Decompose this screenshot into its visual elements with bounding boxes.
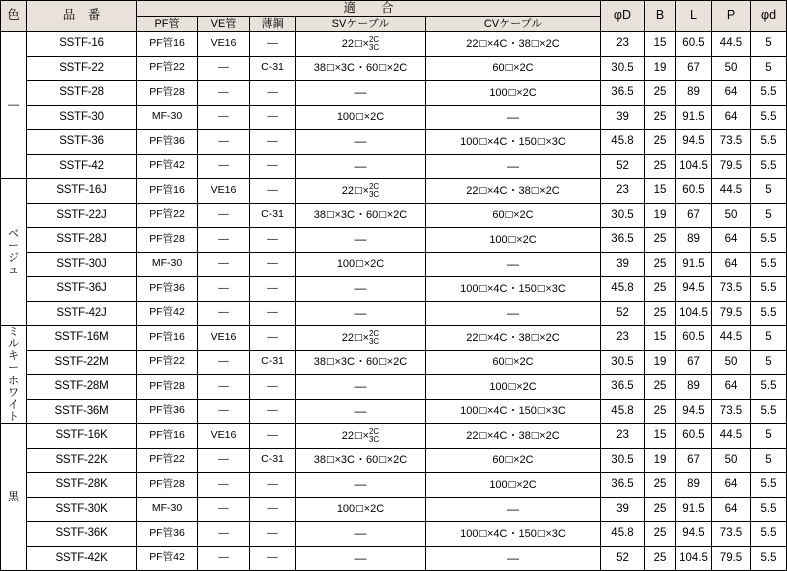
color-group-label: 黒: [1, 424, 27, 571]
model-number: SSTF-36K: [27, 522, 137, 547]
fit-thin: C-31: [250, 203, 296, 228]
table-row: [1, 448, 787, 473]
fit-pf: PF管42: [137, 546, 198, 571]
header-model: 品 番: [27, 1, 137, 32]
dim-l: 89: [676, 81, 712, 106]
dim-phi-d-small: 5.5: [751, 130, 787, 155]
table-row: [1, 56, 787, 81]
dim-p: 73.5: [712, 130, 751, 155]
fit-pf: PF管28: [137, 228, 198, 253]
dim-b: 15: [645, 326, 676, 351]
dim-p: 50: [712, 350, 751, 375]
dim-phi-d-small: 5: [751, 56, 787, 81]
dim-l: 104.5: [676, 546, 712, 571]
fit-ve: —: [198, 252, 250, 277]
fit-sv: —: [296, 130, 426, 155]
fit-ve: —: [198, 130, 250, 155]
dim-phi-d-small: 5.5: [751, 546, 787, 571]
dim-b: 25: [645, 473, 676, 498]
fit-cv: —: [426, 252, 601, 277]
dim-phi-d-small: 5: [751, 448, 787, 473]
table-row: [1, 546, 787, 571]
dim-b: 25: [645, 228, 676, 253]
dim-b: 25: [645, 130, 676, 155]
fit-thin: C-31: [250, 350, 296, 375]
dim-p: 79.5: [712, 546, 751, 571]
dim-p: 73.5: [712, 399, 751, 424]
dim-p: 64: [712, 497, 751, 522]
fit-pf: MF-30: [137, 497, 198, 522]
dim-phi-d-small: 5.5: [751, 522, 787, 547]
fit-ve: —: [198, 399, 250, 424]
fit-sv: —: [296, 228, 426, 253]
model-number: SSTF-28K: [27, 473, 137, 498]
dim-phi-d-small: 5.5: [751, 375, 787, 400]
dim-phi-d-small: 5: [751, 179, 787, 204]
fit-cv: 60□×2C: [426, 350, 601, 375]
dim-phi-d-small: 5: [751, 424, 787, 449]
color-group-label: ベ ー ジ ュ: [1, 179, 27, 326]
dim-p: 64: [712, 81, 751, 106]
fit-thin: —: [250, 81, 296, 106]
fit-sv: —: [296, 546, 426, 571]
dim-b: 25: [645, 154, 676, 179]
dim-l: 67: [676, 56, 712, 81]
fit-cv: 60□×2C: [426, 56, 601, 81]
fit-sv: —: [296, 277, 426, 302]
fit-cv: 100□×4C・150□×3C: [426, 130, 601, 155]
model-number: SSTF-28: [27, 81, 137, 106]
dim-l: 91.5: [676, 105, 712, 130]
dim-p: 44.5: [712, 179, 751, 204]
fit-sv: 38□×3C・60□×2C: [296, 448, 426, 473]
dim-p: 79.5: [712, 301, 751, 326]
dim-phi-d-small: 5: [751, 350, 787, 375]
model-number: SSTF-16: [27, 32, 137, 57]
fit-pf: PF管22: [137, 448, 198, 473]
fit-cv: 100□×2C: [426, 81, 601, 106]
fit-cv: 100□×4C・150□×3C: [426, 522, 601, 547]
dim-l: 104.5: [676, 301, 712, 326]
dim-phi-d-cap: 23: [601, 424, 645, 449]
dim-phi-d-small: 5.5: [751, 105, 787, 130]
dim-phi-d-cap: 23: [601, 179, 645, 204]
fit-thin: —: [250, 32, 296, 57]
dim-b: 19: [645, 56, 676, 81]
fit-cv: 22□×4C・38□×2C: [426, 326, 601, 351]
fit-ve: —: [198, 522, 250, 547]
fit-cv: 22□×4C・38□×2C: [426, 179, 601, 204]
dim-b: 25: [645, 497, 676, 522]
fit-thin: —: [250, 130, 296, 155]
dim-p: 64: [712, 105, 751, 130]
header-cv: CVケーブル: [426, 17, 601, 32]
table-row: [1, 424, 787, 449]
fit-ve: —: [198, 203, 250, 228]
fit-thin: C-31: [250, 56, 296, 81]
fit-ve: VE16: [198, 326, 250, 351]
model-number: SSTF-30: [27, 105, 137, 130]
dim-phi-d-cap: 36.5: [601, 81, 645, 106]
fit-cv: 60□×2C: [426, 203, 601, 228]
color-group-label: —: [1, 32, 27, 179]
dim-p: 64: [712, 228, 751, 253]
fit-sv: 100□×2C: [296, 497, 426, 522]
fit-cv: 100□×2C: [426, 375, 601, 400]
dim-p: 73.5: [712, 522, 751, 547]
fit-ve: VE16: [198, 32, 250, 57]
fit-cv: —: [426, 154, 601, 179]
fit-pf: PF管16: [137, 326, 198, 351]
dim-p: 64: [712, 375, 751, 400]
header-p: P: [712, 1, 751, 32]
fit-ve: —: [198, 473, 250, 498]
model-number: SSTF-22K: [27, 448, 137, 473]
model-number: SSTF-22M: [27, 350, 137, 375]
model-number: SSTF-28M: [27, 375, 137, 400]
model-number: SSTF-28J: [27, 228, 137, 253]
fit-cv: 22□×4C・38□×2C: [426, 32, 601, 57]
model-number: SSTF-30K: [27, 497, 137, 522]
table-row: [1, 522, 787, 547]
dim-l: 60.5: [676, 326, 712, 351]
fit-sv: 22□× 2C 3C: [296, 326, 426, 351]
dim-phi-d-small: 5.5: [751, 277, 787, 302]
dim-b: 15: [645, 179, 676, 204]
fit-thin: —: [250, 522, 296, 547]
table-row: [1, 154, 787, 179]
dim-b: 19: [645, 203, 676, 228]
fit-ve: —: [198, 448, 250, 473]
dim-phi-d-cap: 23: [601, 32, 645, 57]
fit-sv: 38□×3C・60□×2C: [296, 350, 426, 375]
fit-sv: 38□×3C・60□×2C: [296, 203, 426, 228]
fit-sv: —: [296, 522, 426, 547]
table-row: [1, 497, 787, 522]
dim-phi-d-small: 5: [751, 326, 787, 351]
fit-thin: —: [250, 228, 296, 253]
fit-pf: PF管22: [137, 56, 198, 81]
dim-phi-d-small: 5: [751, 203, 787, 228]
dim-b: 25: [645, 252, 676, 277]
dim-p: 44.5: [712, 32, 751, 57]
dim-phi-d-cap: 45.8: [601, 522, 645, 547]
table-row: [1, 277, 787, 302]
header-sv: SVケーブル: [296, 17, 426, 32]
dim-l: 94.5: [676, 130, 712, 155]
fit-thin: —: [250, 179, 296, 204]
fit-thin: —: [250, 105, 296, 130]
header-color: 色: [1, 1, 27, 32]
fit-pf: MF-30: [137, 252, 198, 277]
dim-b: 25: [645, 375, 676, 400]
model-number: SSTF-36: [27, 130, 137, 155]
dim-phi-d-small: 5.5: [751, 154, 787, 179]
fit-sv: —: [296, 301, 426, 326]
model-number: SSTF-36J: [27, 277, 137, 302]
dim-l: 89: [676, 473, 712, 498]
table-row: [1, 399, 787, 424]
fit-ve: —: [198, 228, 250, 253]
dim-p: 50: [712, 203, 751, 228]
fit-thin: —: [250, 375, 296, 400]
dim-p: 64: [712, 252, 751, 277]
dim-p: 73.5: [712, 277, 751, 302]
dim-l: 89: [676, 228, 712, 253]
dim-phi-d-cap: 52: [601, 301, 645, 326]
fit-sv: —: [296, 375, 426, 400]
dim-phi-d-cap: 52: [601, 546, 645, 571]
table-body: [1, 32, 787, 571]
color-group-label: ミ ル キ ー ホ ワ イ ト: [1, 326, 27, 424]
fit-ve: —: [198, 375, 250, 400]
table-row: [1, 375, 787, 400]
dim-phi-d-cap: 36.5: [601, 228, 645, 253]
dim-b: 25: [645, 546, 676, 571]
fit-pf: PF管28: [137, 375, 198, 400]
dim-l: 67: [676, 203, 712, 228]
dim-phi-d-small: 5.5: [751, 399, 787, 424]
dim-b: 25: [645, 522, 676, 547]
dim-l: 94.5: [676, 277, 712, 302]
header-b: B: [645, 1, 676, 32]
fit-ve: —: [198, 56, 250, 81]
dim-b: 19: [645, 448, 676, 473]
fit-pf: PF管28: [137, 81, 198, 106]
fit-thin: —: [250, 326, 296, 351]
dim-p: 79.5: [712, 154, 751, 179]
fit-thin: —: [250, 301, 296, 326]
fit-thin: —: [250, 154, 296, 179]
dim-phi-d-cap: 30.5: [601, 448, 645, 473]
dim-b: 25: [645, 277, 676, 302]
fit-ve: —: [198, 154, 250, 179]
fit-sv: 100□×2C: [296, 105, 426, 130]
table-row: [1, 203, 787, 228]
fit-thin: C-31: [250, 448, 296, 473]
dim-phi-d-cap: 39: [601, 497, 645, 522]
dim-b: 25: [645, 105, 676, 130]
dim-phi-d-small: 5: [751, 32, 787, 57]
table-row: [1, 179, 787, 204]
fit-cv: 60□×2C: [426, 448, 601, 473]
table-row: [1, 473, 787, 498]
fit-pf: PF管36: [137, 399, 198, 424]
fit-pf: PF管16: [137, 32, 198, 57]
dim-p: 44.5: [712, 326, 751, 351]
dim-p: 44.5: [712, 424, 751, 449]
header-phi-d-cap: φD: [601, 1, 645, 32]
dim-phi-d-cap: 39: [601, 105, 645, 130]
fit-pf: PF管36: [137, 277, 198, 302]
dim-l: 91.5: [676, 252, 712, 277]
dim-l: 89: [676, 375, 712, 400]
dim-l: 60.5: [676, 32, 712, 57]
fit-sv: —: [296, 154, 426, 179]
fit-thin: —: [250, 277, 296, 302]
dim-b: 25: [645, 399, 676, 424]
model-number: SSTF-42J: [27, 301, 137, 326]
fit-pf: PF管22: [137, 350, 198, 375]
dim-b: 15: [645, 424, 676, 449]
table-row: [1, 130, 787, 155]
fit-ve: —: [198, 546, 250, 571]
fit-sv: —: [296, 81, 426, 106]
dim-l: 94.5: [676, 522, 712, 547]
dim-l: 91.5: [676, 497, 712, 522]
fit-sv: 22□× 2C 3C: [296, 32, 426, 57]
table-row: [1, 326, 787, 351]
fit-pf: PF管22: [137, 203, 198, 228]
header-phi-d-small: φd: [751, 1, 787, 32]
dim-phi-d-small: 5.5: [751, 473, 787, 498]
table-row: [1, 81, 787, 106]
fit-sv: 22□× 2C 3C: [296, 424, 426, 449]
fit-cv: 100□×4C・150□×3C: [426, 277, 601, 302]
model-number: SSTF-30J: [27, 252, 137, 277]
fit-thin: —: [250, 473, 296, 498]
dim-phi-d-small: 5.5: [751, 252, 787, 277]
dim-l: 104.5: [676, 154, 712, 179]
dim-phi-d-cap: 45.8: [601, 277, 645, 302]
model-number: SSTF-42: [27, 154, 137, 179]
table-row: [1, 32, 787, 57]
fit-pf: MF-30: [137, 105, 198, 130]
fit-cv: 100□×4C・150□×3C: [426, 399, 601, 424]
fit-sv: 38□×3C・60□×2C: [296, 56, 426, 81]
fit-ve: VE16: [198, 179, 250, 204]
table-header: [1, 1, 787, 32]
dim-phi-d-cap: 45.8: [601, 130, 645, 155]
dim-b: 25: [645, 301, 676, 326]
dim-phi-d-cap: 36.5: [601, 473, 645, 498]
fit-ve: —: [198, 350, 250, 375]
dim-phi-d-small: 5.5: [751, 81, 787, 106]
fit-cv: —: [426, 546, 601, 571]
fit-cv: 100□×2C: [426, 473, 601, 498]
dim-phi-d-cap: 45.8: [601, 399, 645, 424]
fit-thin: —: [250, 424, 296, 449]
fit-ve: —: [198, 81, 250, 106]
dim-b: 19: [645, 350, 676, 375]
dim-l: 60.5: [676, 424, 712, 449]
fit-cv: —: [426, 497, 601, 522]
dim-p: 64: [712, 473, 751, 498]
dim-phi-d-cap: 36.5: [601, 375, 645, 400]
fit-cv: —: [426, 105, 601, 130]
header-ve: VE管: [198, 17, 250, 32]
dim-l: 67: [676, 448, 712, 473]
dim-phi-d-cap: 52: [601, 154, 645, 179]
table-row: [1, 252, 787, 277]
fit-thin: —: [250, 399, 296, 424]
model-number: SSTF-36M: [27, 399, 137, 424]
fit-pf: PF管42: [137, 154, 198, 179]
fit-ve: —: [198, 301, 250, 326]
model-number: SSTF-16M: [27, 326, 137, 351]
header-thin: 薄鋼: [250, 17, 296, 32]
fit-thin: —: [250, 252, 296, 277]
header-l: L: [676, 1, 712, 32]
fit-sv: —: [296, 473, 426, 498]
model-number: SSTF-22J: [27, 203, 137, 228]
dim-l: 94.5: [676, 399, 712, 424]
dim-phi-d-small: 5.5: [751, 228, 787, 253]
model-number: SSTF-16K: [27, 424, 137, 449]
fit-cv: —: [426, 301, 601, 326]
dim-b: 25: [645, 81, 676, 106]
fit-sv: —: [296, 399, 426, 424]
dim-p: 50: [712, 448, 751, 473]
dim-l: 67: [676, 350, 712, 375]
model-number: SSTF-42K: [27, 546, 137, 571]
fit-sv: 100□×2C: [296, 252, 426, 277]
fit-pf: PF管42: [137, 301, 198, 326]
table-row: [1, 350, 787, 375]
fit-cv: 22□×4C・38□×2C: [426, 424, 601, 449]
table-row: [1, 105, 787, 130]
fit-sv: 22□× 2C 3C: [296, 179, 426, 204]
fit-pf: PF管36: [137, 522, 198, 547]
fit-pf: PF管16: [137, 179, 198, 204]
model-number: SSTF-16J: [27, 179, 137, 204]
fit-cv: 100□×2C: [426, 228, 601, 253]
dim-b: 15: [645, 32, 676, 57]
dim-phi-d-cap: 30.5: [601, 203, 645, 228]
fit-ve: —: [198, 497, 250, 522]
dim-l: 60.5: [676, 179, 712, 204]
model-number: SSTF-22: [27, 56, 137, 81]
fit-ve: VE16: [198, 424, 250, 449]
header-pf: PF管: [137, 17, 198, 32]
fit-ve: —: [198, 105, 250, 130]
dim-p: 50: [712, 56, 751, 81]
table-row: [1, 228, 787, 253]
dim-phi-d-cap: 30.5: [601, 350, 645, 375]
fit-pf: PF管28: [137, 473, 198, 498]
table-row: [1, 301, 787, 326]
dim-phi-d-small: 5.5: [751, 497, 787, 522]
dim-phi-d-cap: 23: [601, 326, 645, 351]
fit-pf: PF管36: [137, 130, 198, 155]
fit-pf: PF管16: [137, 424, 198, 449]
dim-phi-d-small: 5.5: [751, 301, 787, 326]
fit-thin: —: [250, 546, 296, 571]
header-fit-group: 適 合: [137, 1, 601, 17]
header-row-1: [1, 1, 787, 17]
dim-phi-d-cap: 30.5: [601, 56, 645, 81]
fit-thin: —: [250, 497, 296, 522]
fit-ve: —: [198, 277, 250, 302]
dim-phi-d-cap: 39: [601, 252, 645, 277]
